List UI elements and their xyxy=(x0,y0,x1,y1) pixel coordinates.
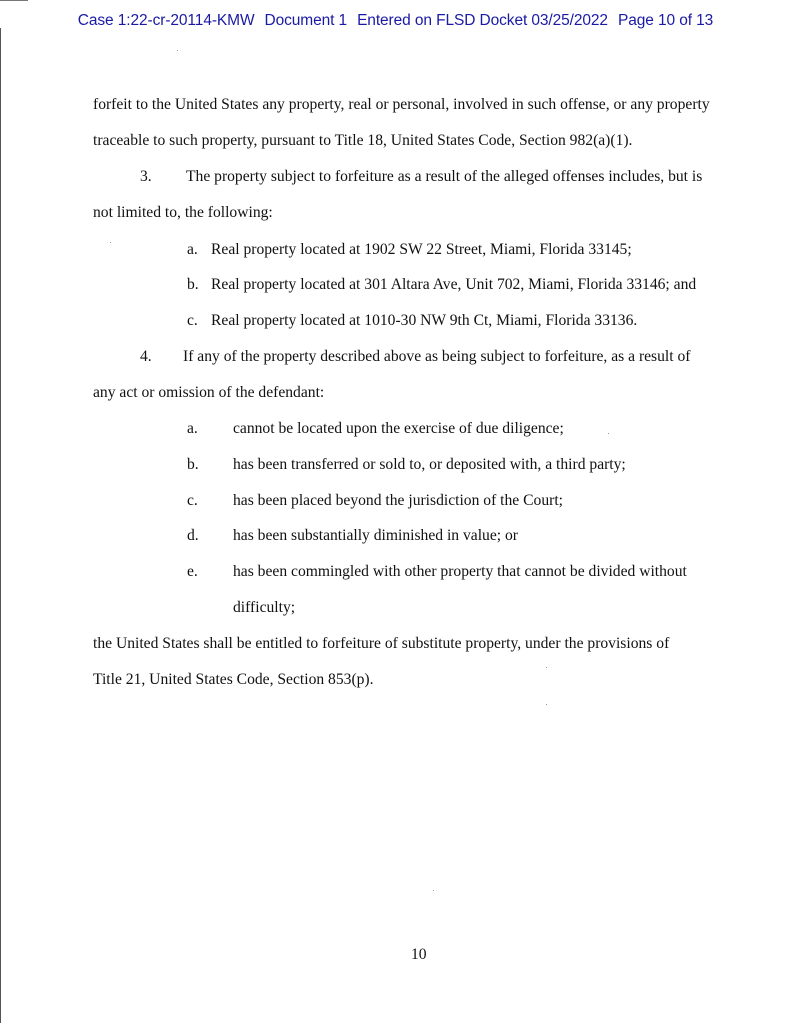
list-item: Real property located at 1010-30 NW 9th Ct, Miami, Florida 33136. xyxy=(211,312,638,329)
case-number: Case 1:22-cr-20114-KMW xyxy=(77,12,255,29)
list-item: has been substantially diminished in value; or xyxy=(233,527,518,544)
list-marker: b. xyxy=(187,276,199,293)
list-item: Real property located at 1902 SW 22 Street, Miami, Florida 33145; xyxy=(211,241,632,258)
paragraph-number: 3. xyxy=(140,168,152,185)
list-marker: a. xyxy=(187,420,198,437)
page-edge-line xyxy=(0,28,1,1023)
list-item: has been transferred or sold to, or deposited with, a third party; xyxy=(233,456,626,473)
entered-date: Entered on FLSD Docket 03/25/2022 xyxy=(357,12,608,29)
document-number: Document 1 xyxy=(264,12,348,29)
list-marker: c. xyxy=(187,312,198,329)
scan-speck xyxy=(110,242,111,243)
scan-speck xyxy=(433,890,434,891)
body-line: any act or omission of the defendant: xyxy=(93,384,325,401)
body-line: Title 21, United States Code, Section 853(p). xyxy=(93,671,374,688)
scan-speck xyxy=(177,50,178,51)
scan-speck xyxy=(546,704,547,705)
scan-speck xyxy=(608,433,609,434)
list-item: Real property located at 301 Altara Ave, Unit 702, Miami, Florida 33146; and xyxy=(211,276,697,293)
list-marker: c. xyxy=(187,492,198,509)
body-line: not limited to, the following: xyxy=(93,204,273,221)
body-line: traceable to such property, pursuant to Title 18, United States Code, Section 982(a)(1). xyxy=(93,132,633,149)
page-number: 10 xyxy=(411,946,427,963)
body-line: the United States shall be entitled to forfeiture of substitute property, under the provisions of xyxy=(93,635,670,652)
list-item: has been placed beyond the jurisdiction of the Court; xyxy=(233,492,563,509)
list-marker: b. xyxy=(187,456,199,473)
list-item: cannot be located upon the exercise of due diligence; xyxy=(233,420,564,437)
list-marker: e. xyxy=(187,563,198,580)
page-count: Page 10 of 13 xyxy=(617,12,714,29)
body-line: forfeit to the United States any property, real or personal, involved in such offense, or any property xyxy=(93,96,710,113)
list-marker: d. xyxy=(187,527,199,544)
list-marker: a. xyxy=(187,241,198,258)
scan-mark xyxy=(0,0,28,1)
list-item-continuation: difficulty; xyxy=(233,599,296,616)
scan-speck xyxy=(546,667,547,668)
paragraph-number: 4. xyxy=(140,348,152,365)
list-item: has been commingled with other property that cannot be divided without xyxy=(233,563,687,580)
body-line: If any of the property described above as being subject to forfeiture, as a result of xyxy=(183,348,691,365)
docket-header xyxy=(0,12,791,30)
body-line: The property subject to forfeiture as a result of the alleged offenses includes, but is xyxy=(186,168,703,185)
